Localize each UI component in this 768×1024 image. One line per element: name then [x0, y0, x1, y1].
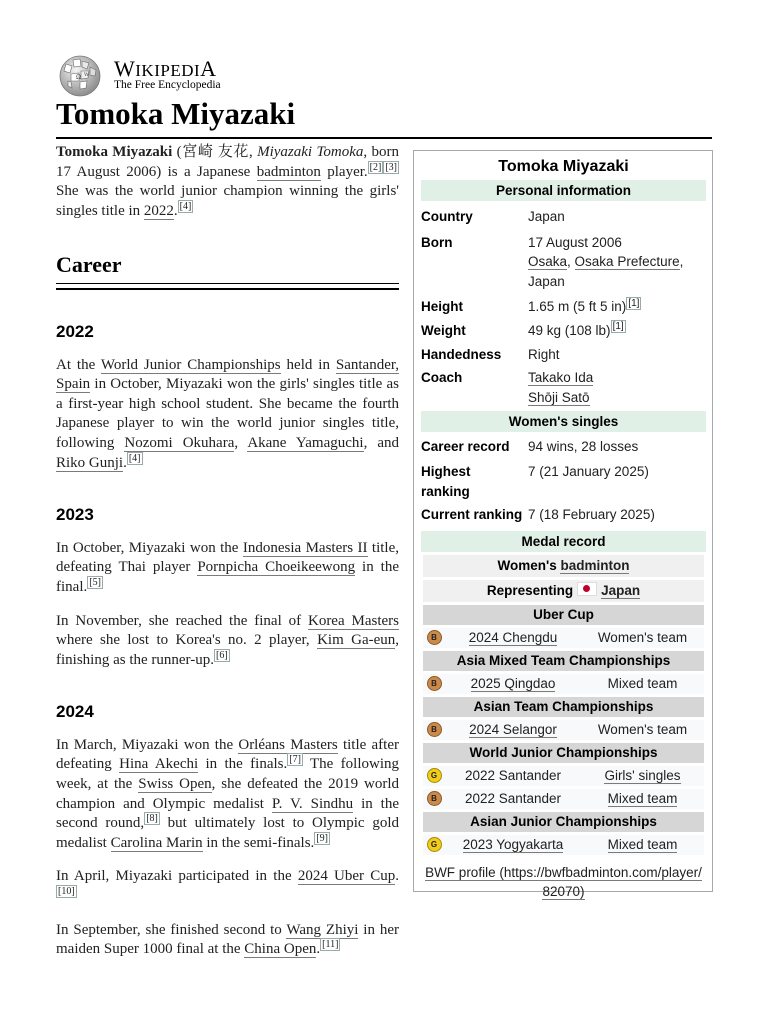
section-heading-career: Career [56, 255, 399, 284]
ref-link[interactable]: [1] [612, 321, 624, 333]
wikipedia-wordmark: WIKIPEDIA [114, 56, 217, 81]
subheading-2023: 2023 [56, 505, 94, 525]
medal-event[interactable]: 2025 Qingdao [470, 676, 556, 692]
infobox-row-born: Born 17 August 2006 Osaka, Osaka Prefecture, Japan [421, 234, 684, 289]
ref-link[interactable]: [8] [146, 813, 158, 825]
medal-event-type: Women's team [597, 630, 688, 646]
svg-text:Ω: Ω [76, 74, 81, 81]
link-japan[interactable]: Japan [601, 582, 641, 598]
link-world-junior-championships[interactable]: World Junior Championships [100, 356, 281, 373]
infobox-row-coach: Coach Takako Ida Shōji Satō [421, 370, 594, 405]
link-pv-sindhu[interactable]: P. V. Sindhu [271, 795, 354, 812]
article-body [56, 143, 399, 960]
gold-medal-icon: G [427, 768, 442, 783]
medal-sport-heading: Women's badminton [423, 555, 704, 577]
ref-link[interactable]: [1] [628, 297, 640, 309]
medal-event[interactable]: 2024 Chengdu [468, 630, 558, 646]
link-takako-ida[interactable]: Takako Ida [528, 370, 594, 386]
link-hina-akechi[interactable]: Hina Akechi [119, 756, 199, 773]
gold-medal-icon: G [427, 837, 442, 852]
link-badminton[interactable]: badminton [256, 163, 321, 180]
medal-row [423, 628, 704, 648]
medal-event-type[interactable]: Mixed team [607, 837, 678, 853]
link-kim-ga-eun[interactable]: Kim Ga-eun [317, 632, 396, 649]
medal-list [421, 605, 706, 855]
title-divider [56, 137, 712, 139]
medal-category-heading: Asian Junior Championships [423, 812, 704, 832]
infobox-section-personal: Personal information [421, 180, 706, 201]
infobox-row-career-record: Career record 94 wins, 28 losses [421, 439, 639, 455]
link-shoji-sato[interactable]: Shōji Satō [528, 389, 590, 405]
link-akane-yamaguchi[interactable]: Akane Yamaguchi [247, 434, 364, 451]
bronze-medal-icon: B [427, 676, 442, 691]
paragraph-2023-november: In November, she reached the final of Korea Masters where she lost to Korea's no. 2 player, Kim Ga-eun, finishing as the runner-up. [6] [56, 612, 399, 668]
medal-category-heading: World Junior Championships [423, 743, 704, 763]
infobox-row-height: Height 1.65 m (5 ft 5 in) [1] [421, 297, 640, 315]
medal-event: 2022 Santander [464, 791, 562, 807]
bronze-medal-icon: B [427, 791, 442, 806]
ref-link[interactable]: [4] [128, 452, 141, 464]
medal-category-heading: Asia Mixed Team Championships [423, 651, 704, 671]
medal-event-type: Mixed team [607, 676, 678, 692]
svg-text:W: W [84, 72, 90, 78]
medal-event-type[interactable]: Mixed team [607, 791, 678, 807]
medal-category-heading: Asian Team Championships [423, 697, 704, 717]
ref-link[interactable]: [2] [369, 161, 382, 173]
paragraph-2022: At the World Junior Championships held in Santander, Spain in October, Miyazaki won the girls' singles title as a first-year high school student. She became the fourth Japanese player to win the world junior singles title, following Nozomi Okuhara, Akane Yamaguchi, and Riko Gunji. [4] [56, 356, 400, 471]
ref-link[interactable]: [9] [316, 832, 328, 844]
career-divider [56, 288, 399, 290]
japanese-name: 宮崎 友花 [181, 144, 249, 160]
romanized-name: Miyazaki Tomoka [257, 144, 364, 160]
medal-event[interactable]: 2023 Yogyakarta [462, 837, 564, 853]
paragraph-2024-april: In April, Miyazaki participated in the 2024 Uber Cup.[10] [56, 868, 400, 898]
medal-event-type[interactable]: Girls' singles [604, 768, 681, 784]
link-osaka[interactable]: Osaka [528, 254, 568, 270]
link-swiss-open[interactable]: Swiss Open [138, 776, 212, 793]
link-2024-uber-cup[interactable]: 2024 Uber Cup [297, 868, 396, 885]
link-orleans-masters[interactable]: Orléans Masters [238, 736, 338, 753]
link-year-2022[interactable]: 2022 [143, 202, 174, 219]
infobox-row-country: Country Japan [421, 209, 565, 224]
medal-record [421, 531, 706, 855]
link-indonesia-masters-ii[interactable]: Indonesia Masters II [242, 539, 368, 556]
paragraph-2023-october: In October, Miyazaki won the Indonesia Masters II title, defeating Thai player Pornpicha Choeikeewong in the final. [5] [56, 539, 399, 595]
bwf-profile-url-line1[interactable]: BWF profile (https://bwfbadminton.com/player/ [425, 864, 702, 880]
medal-event: 2022 Santander [464, 768, 562, 784]
link-nozomi-okuhara[interactable]: Nozomi Okuhara [124, 434, 235, 451]
wikipedia-logo[interactable] [56, 54, 246, 98]
ref-link[interactable]: [7] [289, 754, 301, 766]
ref-link[interactable]: [3] [385, 161, 397, 173]
link-wang-zhiyi[interactable]: Wang Zhiyi [286, 921, 359, 938]
medal-row [423, 789, 704, 809]
wikipedia-tagline: The Free Encyclopedia [114, 79, 221, 91]
medal-category-heading: Uber Cup [423, 605, 704, 625]
paragraph-2024-march: In March, Miyazaki won the Orléans Masters title after defeating Hina Akechi in the finals. [7] The following week, at the Swiss Open, she defeated the 2019 world champion and Olympic medalist P. V. Sindhu in the second round, [8] but ultimately lost to Olympic gold medalist Carolina Marin in the semi-finals. [9] [56, 736, 400, 851]
ref-link[interactable]: [4] [179, 200, 192, 212]
link-korea-masters[interactable]: Korea Masters [307, 612, 399, 629]
link-riko-gunji[interactable]: Riko Gunji [56, 454, 124, 471]
bronze-medal-icon: B [427, 722, 442, 737]
subheading-2024: 2024 [56, 702, 94, 722]
link-osaka-prefecture[interactable]: Osaka Prefecture [574, 254, 680, 270]
medal-row [423, 766, 704, 786]
ref-link[interactable]: [11] [322, 939, 339, 951]
bronze-medal-icon: B [427, 630, 442, 645]
link-santander-spain[interactable]: Santander, Spain [56, 356, 400, 393]
link-pornpicha-choeikeewong[interactable]: Pornpicha Choeikeewong [197, 559, 356, 576]
medal-row [423, 674, 704, 694]
medal-row [423, 720, 704, 740]
infobox-section-womens-singles: Women's singles [421, 411, 706, 432]
infobox-row-weight: Weight 49 kg (108 lb) [1] [421, 321, 624, 338]
link-carolina-marin[interactable]: Carolina Marin [110, 834, 203, 851]
subheading-2022: 2022 [56, 321, 94, 341]
subject-name: Tomoka Miyazaki [56, 144, 173, 160]
medal-representing: Representing Japan [423, 580, 704, 602]
wikipedia-globe-icon [56, 54, 104, 98]
medal-record-header[interactable]: Medal record [421, 531, 706, 552]
bwf-profile-link[interactable] [421, 863, 706, 902]
medal-row [423, 835, 704, 855]
ref-link[interactable]: [10] [58, 886, 75, 898]
infobox-row-handedness: Handedness Right [421, 346, 560, 362]
medal-event-type: Women's team [597, 722, 688, 738]
infobox-title: Tomoka Miyazaki [498, 158, 629, 175]
infobox [413, 150, 713, 900]
link-china-open[interactable]: China Open [244, 941, 317, 958]
japan-flag-icon [577, 582, 597, 596]
ref-link[interactable]: [5] [89, 576, 101, 588]
page-title: Tomoka Miyazaki [56, 96, 296, 131]
ref-link[interactable]: [6] [216, 649, 228, 661]
paragraph-2024-september: In September, she finished second to Wang Zhiyi in her maiden Super 1000 final at the China Open. [11] [56, 921, 399, 958]
infobox-row-highest-ranking: Highest ranking 7 (21 January 2025) [421, 463, 649, 499]
medal-event[interactable]: 2024 Selangor [469, 722, 557, 738]
intro-paragraph: Tomoka Miyazaki (宮崎 友花, Miyazaki Tomoka, born 17 August 2006) is a Japanese badminton player. [2] [3] She was the world junior champion winning the girls' singles title in 2022. [4] [56, 144, 399, 219]
infobox-row-current-ranking: Current ranking 7 (18 February 2025) [421, 507, 655, 523]
bwf-profile-url-line2[interactable]: 82070) [542, 884, 585, 900]
link-badminton-sport[interactable]: badminton [560, 557, 630, 573]
